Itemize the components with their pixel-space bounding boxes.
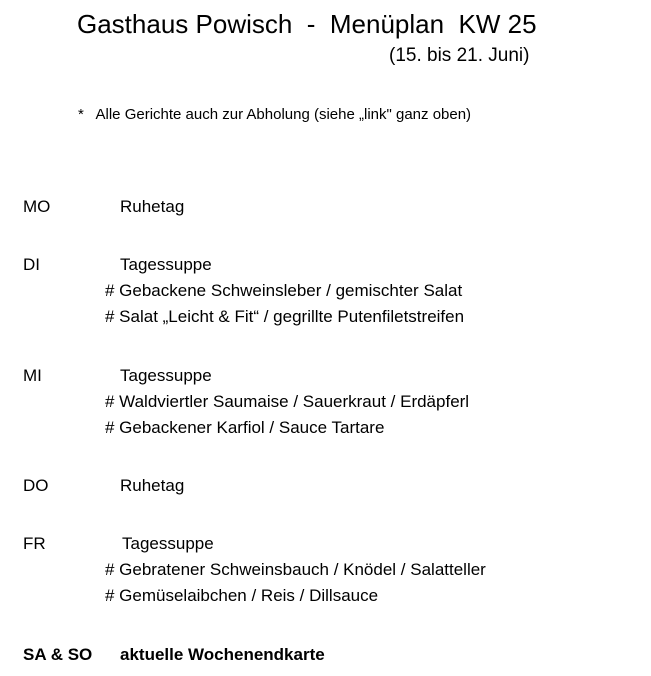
- di-dish-1: # Gebackene Schweinsleber / gemischter Salat: [105, 281, 463, 300]
- mi-dish-2: # Gebackener Karfiol / Sauce Tartare: [105, 418, 385, 437]
- date-range: (15. bis 21. Juni): [389, 45, 530, 66]
- di-soup: Tagessuppe: [120, 255, 212, 274]
- mi-soup: Tagessuppe: [120, 366, 212, 385]
- page-title: Gasthaus Powisch - Menüplan KW 25: [77, 9, 537, 39]
- do-ruhetag: Ruhetag: [120, 476, 185, 495]
- mi-dish-1: # Waldviertler Saumaise / Sauerkraut / Erdäpferl: [105, 392, 470, 411]
- weekend-card: aktuelle Wochenendkarte: [120, 645, 325, 664]
- mo-ruhetag: Ruhetag: [120, 197, 185, 216]
- day-label-di: DI: [23, 255, 40, 274]
- day-label-fr: FR: [23, 534, 46, 553]
- day-label-mo: MO: [23, 197, 51, 216]
- fr-dish-2: # Gemüselaibchen / Reis / Dillsauce: [105, 586, 379, 605]
- fr-dish-1: # Gebratener Schweinsbauch / Knödel / Salatteller: [105, 560, 486, 579]
- day-label-do: DO: [23, 476, 49, 495]
- di-dish-2: # Salat „Leicht & Fit“ / gegrillte Putenfiletstreifen: [105, 307, 465, 326]
- pickup-note: * Alle Gerichte auch zur Abholung (siehe „link" ganz oben): [78, 106, 472, 123]
- day-label-mi: MI: [23, 366, 42, 385]
- day-label-weekend: SA & SO: [23, 645, 93, 664]
- fr-soup: Tagessuppe: [122, 534, 214, 553]
